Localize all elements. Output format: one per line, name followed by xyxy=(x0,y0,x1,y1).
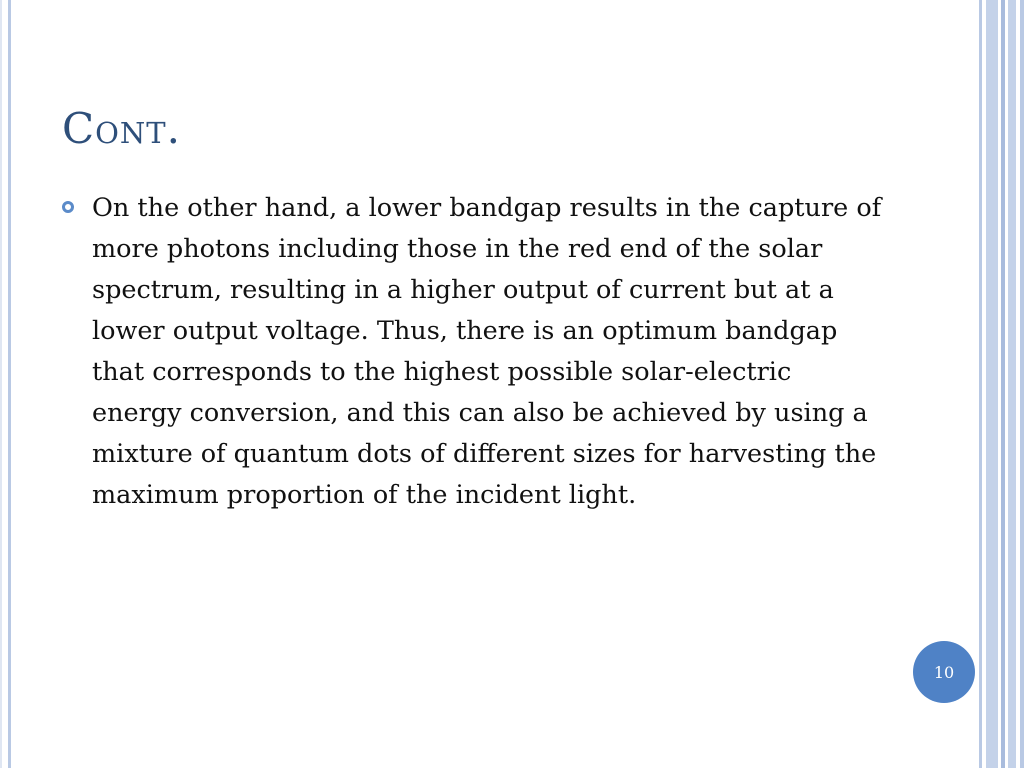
right-stripe xyxy=(1001,0,1005,768)
page-number: 10 xyxy=(933,662,955,682)
slide-content xyxy=(62,188,882,516)
bullet-item xyxy=(62,188,882,516)
slide-title: Cont. xyxy=(62,104,181,153)
bullet-text: On the other hand, a lower bandgap results in the capture of more photons including those in the red end of the solar spectrum, resulting in a higher output of current but at a lower output voltage. Thus, there is an optimum bandgap that corresponds to the highest possible solar-electric energy conversion, and this can also be achieved by using a mixture of quantum dots of different sizes for harvesting the maximum proportion of the incident light. xyxy=(92,193,882,510)
page-number-badge xyxy=(913,641,975,703)
right-stripe xyxy=(979,0,982,768)
right-stripe xyxy=(1008,0,1016,768)
left-edge-stripe xyxy=(8,0,11,768)
right-stripe xyxy=(1020,0,1024,768)
right-stripe xyxy=(986,0,998,768)
right-decorative-stripes xyxy=(976,0,1024,768)
left-edge-stripe-outer xyxy=(0,0,2,768)
hollow-circle-bullet-icon xyxy=(62,201,74,213)
